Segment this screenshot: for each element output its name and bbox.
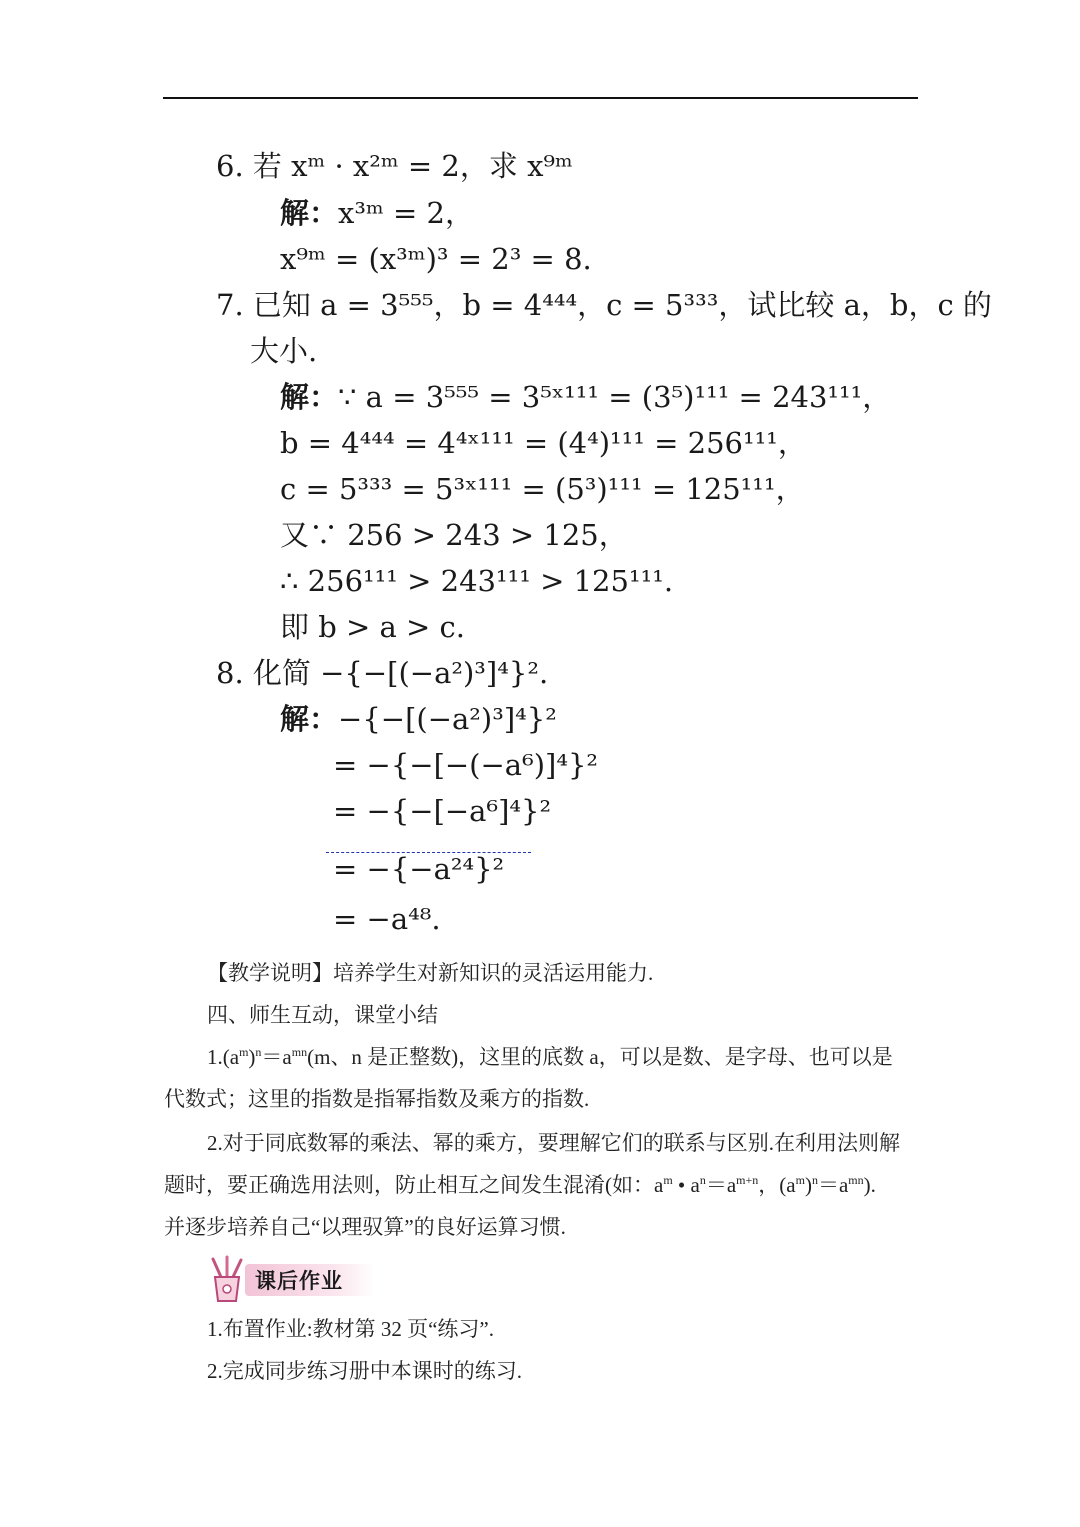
summary-p1-line1: [207, 1043, 893, 1071]
q8-solution-line5: = −a⁴⁸.: [333, 902, 441, 936]
q7-solution-line2: b = 4⁴⁴⁴ = 4⁴ˣ¹¹¹ = (4⁴)¹¹¹ = 256¹¹¹，: [280, 426, 807, 460]
header-rule: [163, 97, 918, 99]
q8-solution-line3: = −{−[−a⁶]⁴}²: [333, 794, 552, 828]
summary-text: ＝a: [261, 1045, 292, 1069]
summary-text: (m、n 是正整数)，这里的底数 a，可以是数、是字母、也可以是: [307, 1045, 893, 1069]
q7-solution-line5: ∴ 256¹¹¹ > 243¹¹¹ > 125¹¹¹.: [280, 564, 674, 598]
pencil-cup-icon: [205, 1255, 251, 1305]
teaching-note-text: 培养学生对新知识的灵活运用能力.: [333, 961, 654, 985]
q8-sol-line1-text: −{−[(−a²)³]⁴}²: [338, 702, 557, 736]
q7-solution-line3: c = 5³³³ = 5³ˣ¹¹¹ = (5³)¹¹¹ = 125¹¹¹，: [280, 472, 805, 506]
summary-text: ): [248, 1045, 256, 1069]
homework-item-1: 1.布置作业:教材第 32 页“练习”.: [207, 1317, 494, 1341]
summary-text: 1.(a: [207, 1045, 240, 1069]
summary-text: ＝a: [817, 1173, 849, 1197]
superscript: n: [255, 1045, 262, 1059]
q7-question-line2: 大小.: [250, 334, 318, 368]
q8-solution-line2: = −{−[−(−a⁶)]⁴}²: [333, 748, 599, 782]
q6-solution-line1: [280, 195, 474, 231]
teaching-note-label: 【教学说明】: [207, 961, 333, 985]
q8-solution-line4: = −{−a²⁴}²: [333, 852, 505, 886]
q7-solution-line1: [280, 379, 891, 415]
q7-solution-line6: 即 b > a > c.: [280, 610, 466, 644]
solution-label: 解：: [280, 380, 339, 414]
summary-text: ): [804, 1173, 812, 1197]
summary-p2-line1: 2.对于同底数幂的乘法、幂的乘方，要理解它们的联系与区别.在利用法则解: [207, 1131, 900, 1155]
q8-question: 8. 化简 −{−[(−a²)³]⁴}².: [216, 656, 549, 690]
summary-p1-line2: 代数式；这里的指数是指幂指数及乘方的指数.: [164, 1087, 590, 1111]
homework-title: 课后作业: [255, 1269, 343, 1293]
superscript: m: [239, 1045, 249, 1059]
q7-sol-line1-text: ∵ a = 3⁵⁵⁵ = 3⁵ˣ¹¹¹ = (3⁵)¹¹¹ = 243¹¹¹，: [338, 380, 892, 414]
q8-solution-line1: [280, 701, 557, 737]
summary-text: 题时，要正确选用法则，防止相互之间发生混淆(如：a: [164, 1173, 664, 1197]
summary-text: • a: [672, 1173, 700, 1197]
q6-sol-line1-text: x³ᵐ = 2，: [338, 196, 474, 230]
superscript: m: [795, 1173, 805, 1187]
section-title: 四、师生互动，课堂小结: [207, 1003, 438, 1027]
summary-p2-line3: 并逐步培养自己“以理驭算”的良好运算习惯.: [164, 1215, 566, 1239]
homework-item-2: 2.完成同步练习册中本课时的练习.: [207, 1359, 522, 1383]
summary-text: ).: [863, 1173, 876, 1197]
summary-p2-line2: [164, 1171, 876, 1199]
homework-banner: [205, 1255, 380, 1305]
q6-solution-line2: x⁹ᵐ = (x³ᵐ)³ = 2³ = 8.: [280, 242, 592, 276]
q7-solution-line4: 又∵ 256 > 243 > 125，: [280, 518, 628, 552]
superscript: mn: [291, 1045, 308, 1059]
teaching-note: [207, 959, 653, 987]
q6-question: 6. 若 xᵐ · x²ᵐ = 2，求 x⁹ᵐ: [216, 149, 573, 183]
summary-text: ，(a: [758, 1173, 796, 1197]
solution-label: 解：: [280, 702, 339, 736]
superscript: m: [663, 1173, 673, 1187]
solution-label: 解：: [280, 196, 339, 230]
summary-text: ＝a: [705, 1173, 737, 1197]
superscript: mn: [848, 1173, 864, 1187]
superscript: n: [811, 1173, 818, 1187]
q7-question-line1: 7. 已知 a = 3⁵⁵⁵，b = 4⁴⁴⁴，c = 5³³³，试比较 a，b，c 的: [216, 288, 992, 322]
superscript: m+n: [736, 1173, 759, 1187]
superscript: n: [699, 1173, 706, 1187]
